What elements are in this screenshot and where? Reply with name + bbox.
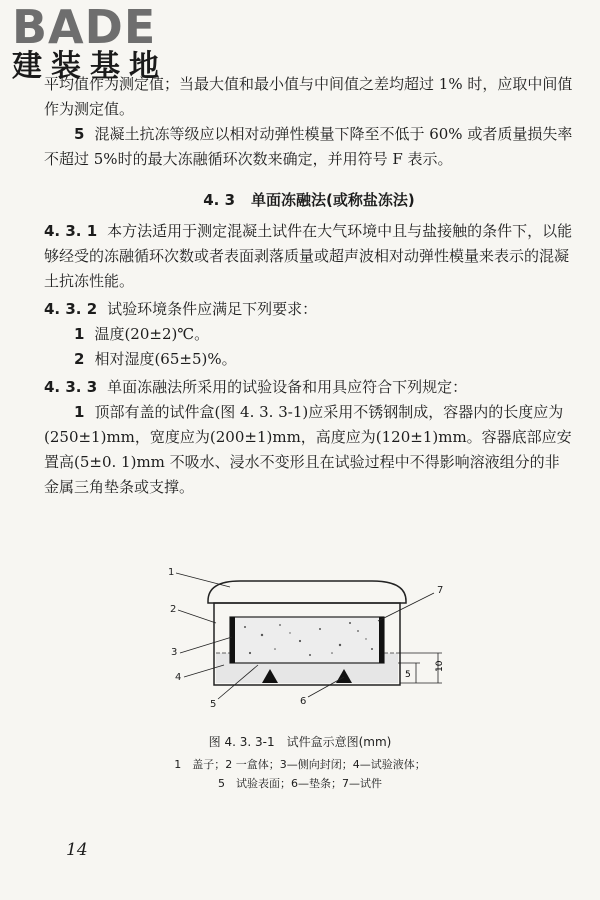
clause-number: 4. 3. 1 (44, 222, 98, 240)
dim-label: 10 (435, 660, 445, 672)
list-item (44, 322, 574, 347)
figure-legend-line: 5 试验表面；6—垫条；7—试件 (218, 777, 382, 790)
clause-4-3-2 (44, 297, 574, 322)
clause-text: 试验环境条件应满足下列要求： (107, 300, 318, 318)
document-body (44, 72, 574, 500)
section-number: 4. 3 (203, 191, 236, 209)
leader-line (180, 637, 232, 653)
callout-label: 5 (210, 699, 217, 710)
section-heading (44, 188, 574, 213)
clause-4-3-3 (44, 375, 574, 400)
figure-caption: 图 4. 3. 3-1 试件盒示意图(mm) (208, 735, 392, 749)
page-number: 14 (66, 840, 88, 860)
logo-subtitle: 建装基地 (12, 49, 168, 84)
callout-label: 2 (170, 604, 177, 615)
paragraph-continued: 平均值作为测定值；当最大值和最小值与中间值之差均超过 1% 时，应取中间值作为测定值。 (44, 75, 573, 118)
clause-text: 本方法适用于测定混凝土试件在大气环境中且与盐接触的条件下，以能够经受的冻融循环次数或者表面剥落质量或超声波相对动弹性模量来表示的混凝土抗冻性能。 (44, 222, 573, 290)
item-number: 1 (74, 325, 85, 343)
item-number: 5 (74, 125, 85, 143)
side-seal-left (230, 617, 235, 663)
figure-legend-line: 1 盖子；2 一盒体；3—侧向封闭；4—试验液体； (174, 758, 426, 771)
specimen-shape (230, 617, 384, 663)
callout-label: 3 (171, 647, 178, 658)
clause-text: 单面冻融法所采用的试验设备和用具应符合下列规定： (107, 378, 468, 396)
clause-4-3-1 (44, 219, 574, 294)
item-text: 相对湿度(65±5)%。 (94, 350, 237, 368)
leader-line (176, 573, 230, 587)
paragraph-item-5 (44, 122, 574, 172)
clause-number: 4. 3. 3 (44, 378, 98, 396)
side-seal-right (379, 617, 384, 663)
dim-label: 5 (405, 670, 411, 680)
specimen-box-figure (150, 565, 470, 715)
list-item (44, 347, 574, 372)
logo-wordmark: BADE (12, 0, 157, 54)
leader-line (178, 610, 216, 623)
clause-number: 4. 3. 2 (44, 300, 98, 318)
item-number: 2 (74, 350, 85, 368)
section-title: 单面冻融法(或称盐冻法) (251, 191, 415, 209)
lid-shape (208, 581, 406, 603)
callout-label: 4 (175, 672, 182, 683)
item-number: 1 (74, 403, 85, 421)
list-item (44, 400, 574, 500)
callout-label: 1 (168, 567, 175, 578)
callout-label: 6 (300, 696, 307, 707)
callout-label: 7 (437, 585, 444, 596)
item-text: 温度(20±2)℃。 (94, 325, 210, 343)
item-text: 混凝土抗冻等级应以相对动弹性模量下降至不低于 60% 或者质量损失率不超过 5%时的最大冻融循环次数来确定，并用符号 F 表示。 (44, 125, 573, 168)
item-text: 顶部有盖的试件盒(图 4. 3. 3-1)应采用不锈钢制成，容器内的长度应为(250±1)mm，宽度应为(200±1)mm，高度应为(120±1)mm。容器底部应安置高(5±0. 1)mm 不吸水、浸水不变形且在试验过程中不得影响溶液组分的非金属三角垫条或支撑。 (44, 403, 572, 496)
